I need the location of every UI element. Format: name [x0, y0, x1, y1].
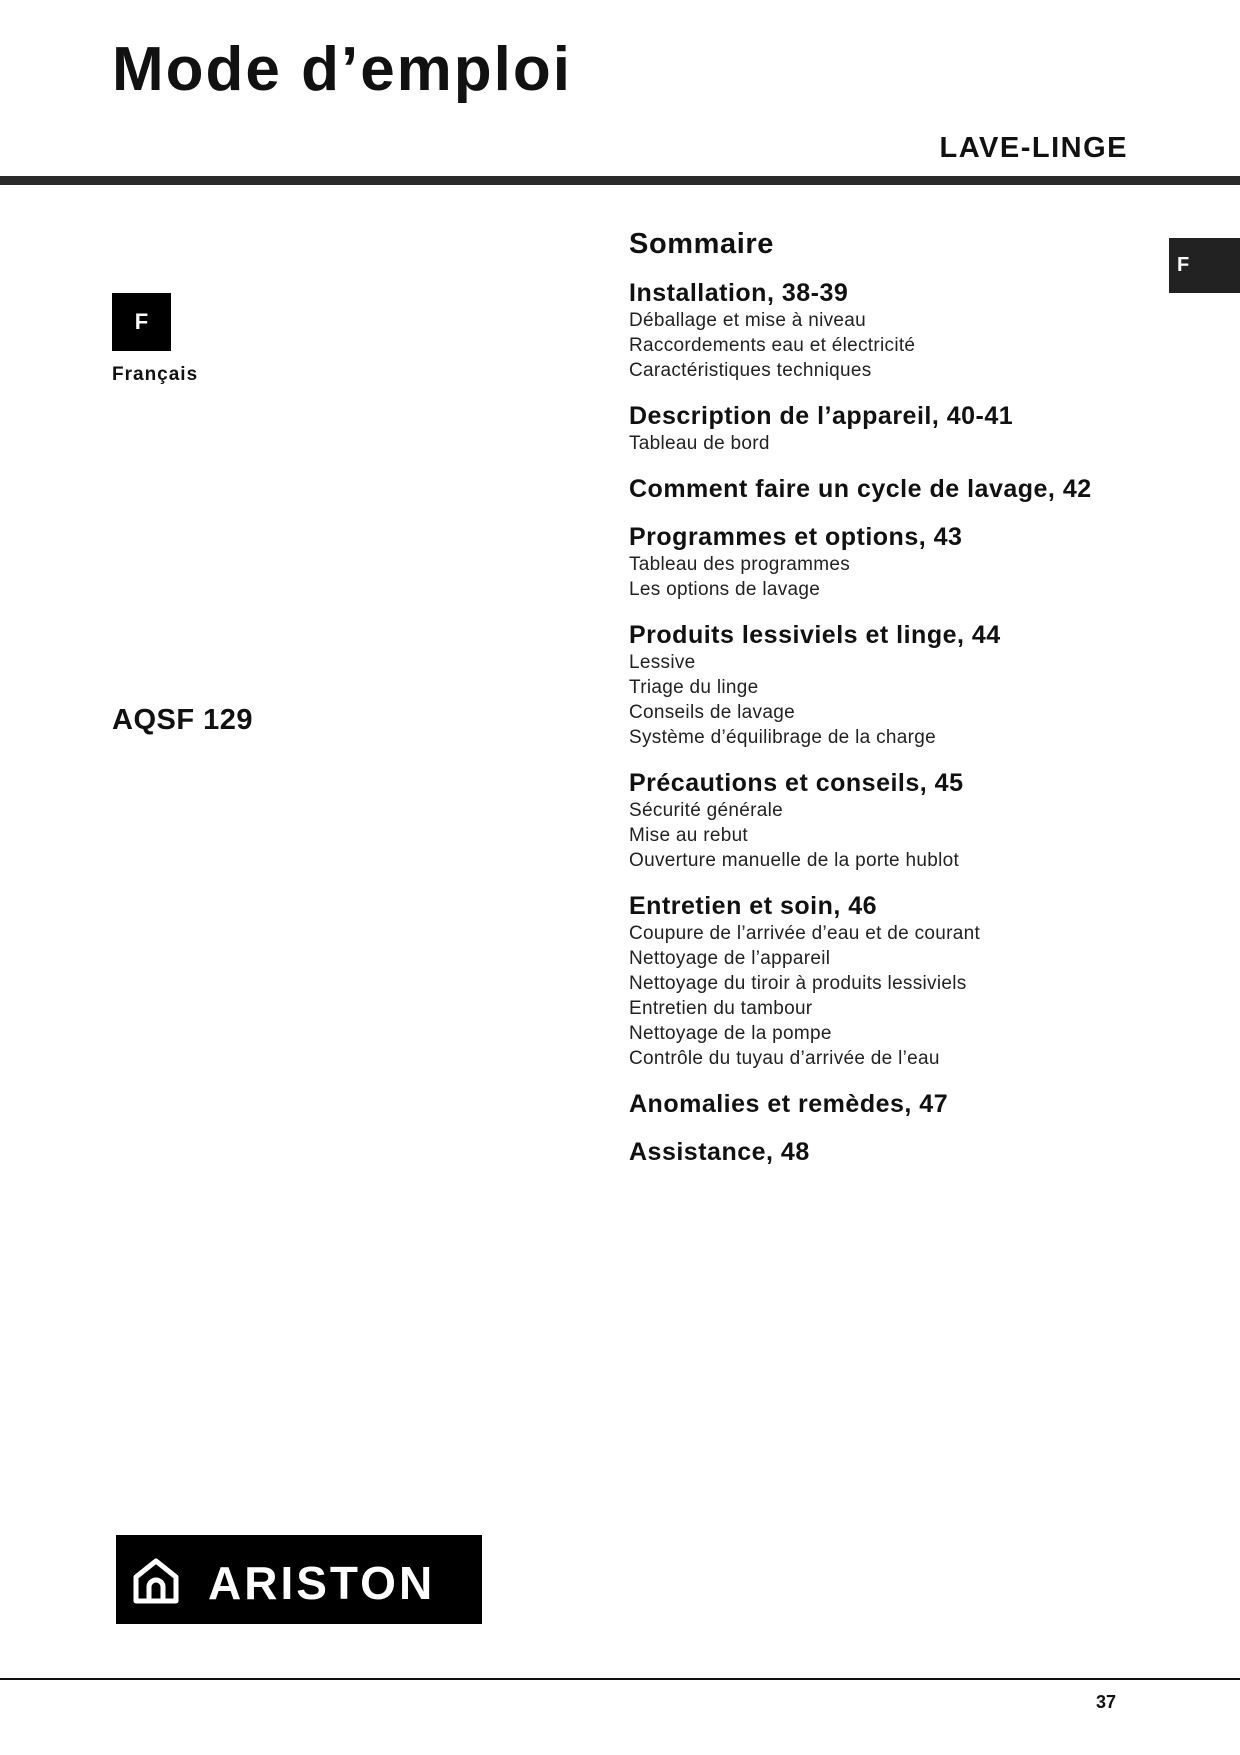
- toc-sections: [629, 278, 1149, 1167]
- table-of-contents: [629, 228, 1149, 1185]
- toc-heading: Installation, 38-39: [629, 279, 849, 307]
- toc-section: [629, 620, 1149, 750]
- toc-item: Entretien du tambour: [629, 998, 813, 1019]
- toc-item: Lessive: [629, 652, 696, 673]
- language-badge: F: [112, 293, 171, 351]
- toc-section: [629, 891, 1149, 1071]
- toc-item: Nettoyage de l’appareil: [629, 948, 831, 969]
- toc-heading: Anomalies et remèdes, 47: [629, 1090, 949, 1118]
- toc-item: Contrôle du tuyau d’arrivée de l’eau: [629, 1048, 940, 1069]
- toc-item: Déballage et mise à niveau: [629, 310, 866, 331]
- toc-title: Sommaire: [629, 228, 775, 260]
- toc-section: [629, 278, 1149, 383]
- toc-heading: Entretien et soin, 46: [629, 892, 878, 920]
- toc-section: [629, 768, 1149, 873]
- toc-item: Nettoyage du tiroir à produits lessiviels: [629, 973, 967, 994]
- side-tab-label: F: [1177, 254, 1190, 276]
- toc-heading: Comment faire un cycle de lavage, 42: [629, 475, 1092, 503]
- toc-item: Mise au rebut: [629, 825, 749, 846]
- toc-item: Ouverture manuelle de la porte hublot: [629, 850, 960, 871]
- toc-heading: Assistance, 48: [629, 1138, 810, 1166]
- toc-item: Caractéristiques techniques: [629, 360, 872, 381]
- toc-item: Raccordements eau et électricité: [629, 335, 916, 356]
- toc-heading: Description de l’appareil, 40-41: [629, 402, 1014, 430]
- language-side-tab: [1169, 238, 1240, 293]
- language-name: Français: [112, 364, 199, 385]
- header-divider: [0, 176, 1240, 185]
- toc-item: Sécurité générale: [629, 800, 784, 821]
- toc-item: Tableau de bord: [629, 433, 770, 454]
- toc-heading: Produits lessiviels et linge, 44: [629, 621, 1001, 649]
- product-category: LAVE-LINGE: [939, 132, 1128, 164]
- brand-logo: [116, 1535, 482, 1624]
- model-number: AQSF 129: [112, 704, 253, 736]
- toc-section: [629, 401, 1149, 456]
- toc-item: Système d’équilibrage de la charge: [629, 727, 936, 748]
- footer-divider: [0, 1678, 1240, 1680]
- toc-section: [629, 522, 1149, 602]
- brand-name: ARISTON: [208, 1557, 436, 1609]
- toc-heading: Programmes et options, 43: [629, 523, 963, 551]
- toc-item: Les options de lavage: [629, 579, 821, 600]
- toc-item: Nettoyage de la pompe: [629, 1023, 832, 1044]
- toc-section: [629, 1089, 1149, 1119]
- page-number: 37: [1096, 1692, 1117, 1712]
- toc-section: [629, 1137, 1149, 1167]
- toc-item: Conseils de lavage: [629, 702, 795, 723]
- toc-item: Tableau des programmes: [629, 554, 850, 575]
- toc-item: Coupure de l’arrivée d’eau et de courant: [629, 923, 981, 944]
- toc-item: Triage du linge: [629, 677, 759, 698]
- toc-heading: Précautions et conseils, 45: [629, 769, 964, 797]
- page-title: Mode d’emploi: [112, 35, 572, 104]
- house-icon: [130, 1557, 182, 1605]
- toc-section: [629, 474, 1149, 504]
